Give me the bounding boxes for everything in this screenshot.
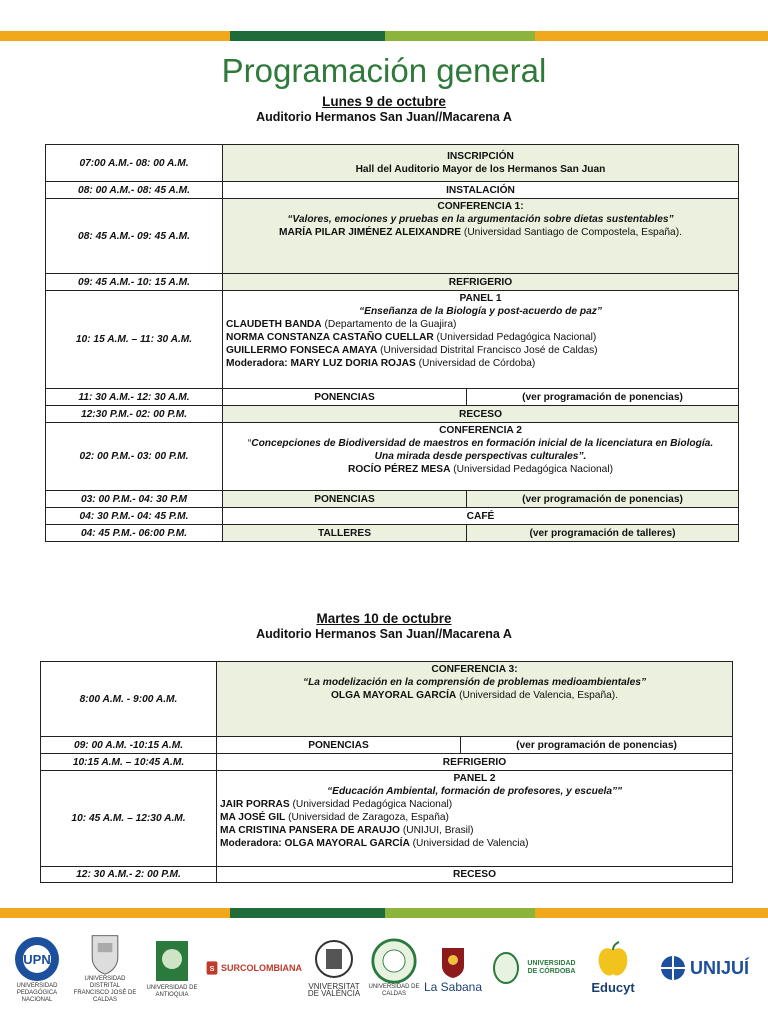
table-row: [46, 274, 739, 291]
badge-icon: [206, 956, 218, 980]
time-cell: 08: 45 A.M.- 09: 45 A.M.: [46, 199, 223, 274]
day2-venue: Auditorio Hermanos San Juan//Macarena A: [256, 627, 512, 641]
globe-icon: [659, 954, 687, 982]
table-row: [41, 754, 733, 771]
crest-icon: [314, 939, 354, 983]
event-cell: PONENCIAS: [217, 737, 461, 754]
upn-logo: UPN UNIVERSIDAD PEDAGÓGICA NACIONAL: [4, 934, 70, 1004]
time-cell: 12:30 P.M.- 02: 00 P.M.: [46, 406, 223, 423]
time-cell: 09: 00 A.M. -10:15 A.M.: [41, 737, 217, 754]
table-row: [41, 867, 733, 883]
table-row: [41, 737, 733, 754]
event-cell: (ver programación de ponencias): [467, 389, 739, 406]
sabana-logo: La Sabana: [422, 934, 484, 1006]
time-cell: 03: 00 P.M.- 04: 30 P.M: [46, 491, 223, 508]
udea-logo: UNIVERSIDAD DE ANTIOQUIA: [140, 932, 204, 1004]
day1-date: Lunes 9 de octubre: [322, 94, 446, 109]
table-row: [41, 771, 733, 867]
ucordoba-logo: UNIVERSIDAD DE CÓRDOBA: [488, 946, 584, 990]
round-seal-icon: [369, 938, 419, 984]
time-cell: 11: 30 A.M.- 12: 30 A.M.: [46, 389, 223, 406]
event-cell: PONENCIAS: [223, 389, 467, 406]
day2-date: Martes 10 de octubre: [316, 611, 452, 626]
svg-text:UPN: UPN: [23, 951, 51, 967]
educyt-logo: Educyt: [582, 928, 644, 1006]
time-cell: 10:15 A.M. – 10:45 A.M.: [41, 754, 217, 771]
event-cell: CONFERENCIA 2 “Concepciones de Biodiversidad de maestros en formación inicial de la licenciatura en Biología. Una mirada desde perspectivas culturales”. ROCÍO PÉREZ MESA (Universidad Pedagógica Nacional): [223, 423, 739, 491]
table-row: [46, 291, 739, 389]
svg-text:S: S: [209, 964, 215, 973]
time-cell: 10: 15 A.M. – 11: 30 A.M.: [46, 291, 223, 389]
table-row: [46, 145, 739, 182]
event-cell: RECESO: [217, 867, 733, 883]
table-row: [46, 508, 739, 525]
table-row: [46, 491, 739, 508]
event-cell: PANEL 2 “Educación Ambiental, formación de profesores, y escuela”" JAIR PORRAS (Universidad Pedagógica Nacional) MA JOSÉ GIL (Universidad de Zaragoza, España) MA CRISTINA PANSERA DE ARAUJO (UNIJUI, Brasil) Moderadora: OLGA MAYORAL GARCÍA (Universidad de Valencia): [217, 771, 733, 867]
time-cell: 02: 00 P.M.- 03: 00 P.M.: [46, 423, 223, 491]
event-cell: REFRIGERIO: [217, 754, 733, 771]
top-color-bar: [0, 31, 768, 41]
page-title: Programación general: [221, 52, 547, 89]
event-cell: CAFÉ: [223, 508, 739, 525]
time-cell: 04: 45 P.M.- 06:00 P.M.: [46, 525, 223, 542]
table-row: [46, 525, 739, 542]
time-cell: 07:00 A.M.- 08: 00 A.M.: [46, 145, 223, 182]
crest-icon: [87, 932, 123, 976]
event-cell: PONENCIAS: [223, 491, 467, 508]
valencia-logo: VNIVERSITAT DE VALÈNCIA: [304, 932, 364, 1004]
event-cell: (ver programación de ponencias): [467, 491, 739, 508]
event-cell: CONFERENCIA 3: “La modelización en la comprensión de problemas medioambientales” OLGA MAYORAL GARCÍA (Universidad de Valencia, España).: [217, 662, 733, 737]
event-cell: CONFERENCIA 1: “Valores, emociones y pruebas en la argumentación sobre dietas sustentables” MARÍA PILAR JIMÉNEZ ALEIXANDRE (Universidad Santiago de Compostela, España).: [223, 199, 739, 274]
table-row: [46, 199, 739, 274]
time-cell: 8:00 A.M. - 9:00 A.M.: [41, 662, 217, 737]
upn-seal-icon: [13, 935, 61, 983]
day1-schedule-table: [45, 144, 739, 542]
udistrital-logo: UNIVERSIDAD DISTRITAL FRANCISCO JOSÉ DE CALDAS: [72, 932, 138, 1004]
table-row: [46, 406, 739, 423]
bottom-color-bar: [0, 908, 768, 918]
usco-logo: S SURCOLOMBIANA: [206, 946, 302, 990]
event-cell: INSCRIPCIÓN Hall del Auditorio Mayor de los Hermanos San Juan: [223, 145, 739, 182]
time-cell: 12: 30 A.M.- 2: 00 P.M.: [41, 867, 217, 883]
day1-venue: Auditorio Hermanos San Juan//Macarena A: [256, 110, 512, 124]
ucaldas-logo: UNIVERSIDAD DE CALDAS: [366, 938, 422, 998]
event-cell: INSTALACIÓN: [223, 182, 739, 199]
event-cell: PANEL 1 “Enseñanza de la Biología y post-acuerdo de paz” CLAUDETH BANDA (Departamento de la Guajira) NORMA CONSTANZA CASTAÑO CUELLAR (Universidad Pedagógica Nacional) GUILLERMO FONSECA AMAYA (Universidad Distrital Francisco José de Caldas) Moderadora: MARY LUZ DORIA ROJAS (Universidad de Córdoba): [223, 291, 739, 389]
table-row: [46, 182, 739, 199]
round-seal-icon: [492, 951, 520, 985]
event-cell: REFRIGERIO: [223, 274, 739, 291]
event-cell: (ver programación de talleres): [467, 525, 739, 542]
event-cell: TALLERES: [223, 525, 467, 542]
unijui-logo: UNIJUÍ: [646, 946, 762, 990]
time-cell: 10: 45 A.M. – 12:30 A.M.: [41, 771, 217, 867]
crest-icon: [152, 937, 192, 985]
table-row: [46, 423, 739, 491]
apple-icon: [595, 940, 631, 980]
time-cell: 09: 45 A.M.- 10: 15 A.M.: [46, 274, 223, 291]
event-cell: (ver programación de ponencias): [461, 737, 733, 754]
day2-schedule-table: [40, 661, 733, 883]
time-cell: 08: 00 A.M.- 08: 45 A.M.: [46, 182, 223, 199]
sponsor-logos: [0, 928, 768, 1018]
time-cell: 04: 30 P.M.- 04: 45 P.M.: [46, 508, 223, 525]
table-row: [41, 662, 733, 737]
table-row: [46, 389, 739, 406]
shield-icon: [440, 946, 466, 980]
event-cell: RECESO: [223, 406, 739, 423]
